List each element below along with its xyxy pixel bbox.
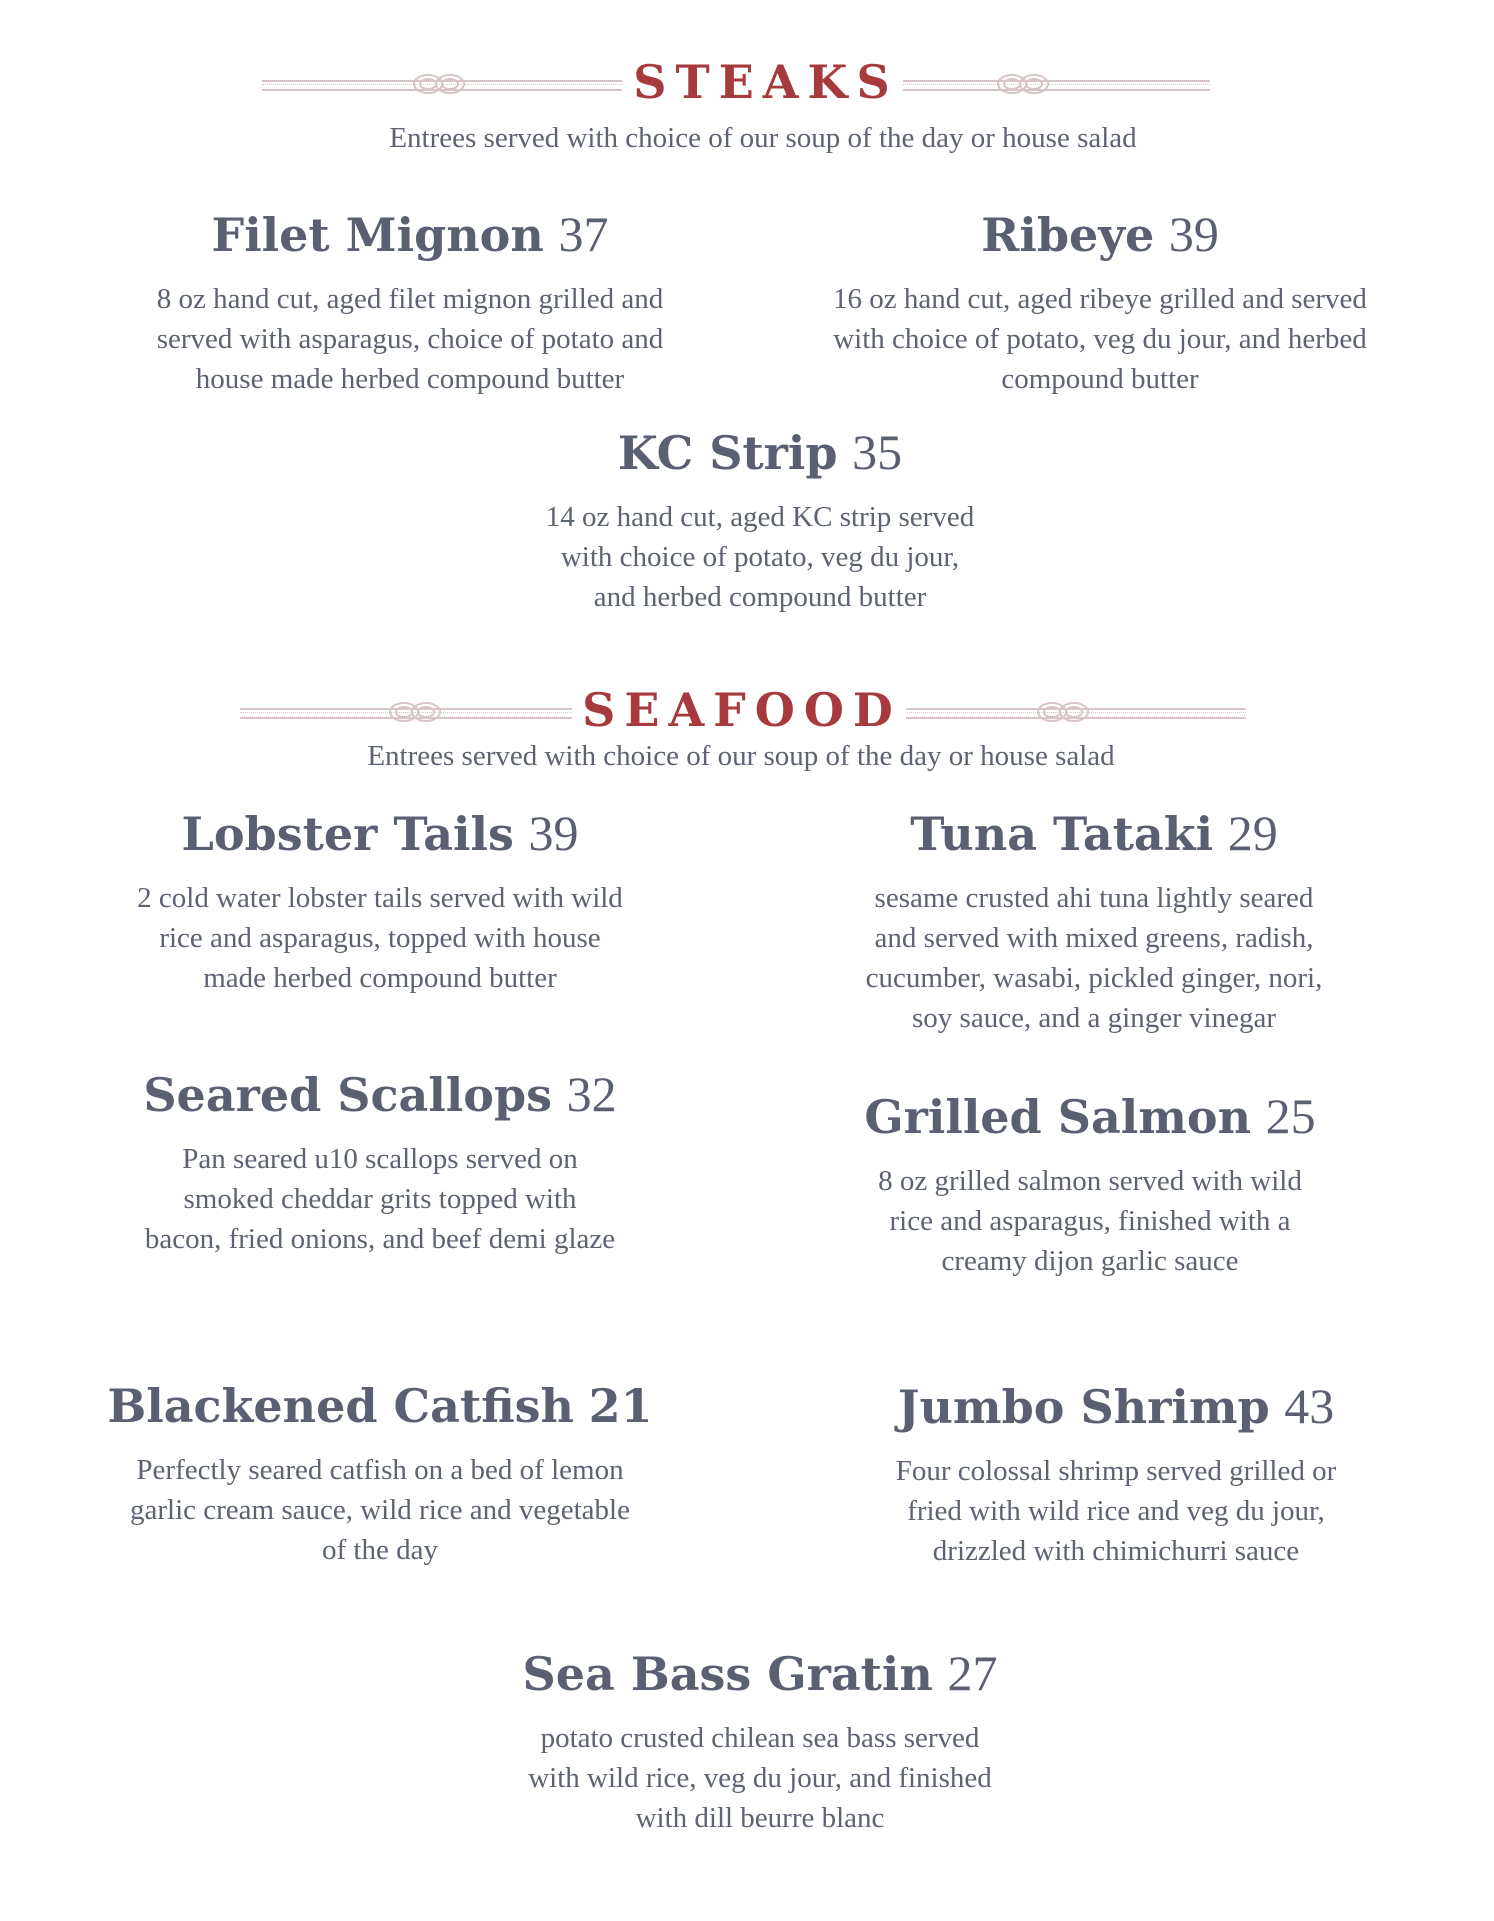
item-title <box>450 1645 1070 1702</box>
steaks-subtitle: Entrees served with choice of our soup of the day or house salad <box>389 122 1137 154</box>
menu-item-sea-bass-gratin <box>450 1645 1070 1838</box>
item-description <box>70 1450 690 1570</box>
item-description <box>70 878 690 998</box>
item-name: Filet Mignon <box>211 208 544 262</box>
item-title <box>70 1378 690 1434</box>
description-line: 14 oz hand cut, aged KC strip served <box>545 501 975 533</box>
item-name: Seared Scallops <box>143 1068 553 1122</box>
description-line: of the day <box>322 1534 438 1566</box>
description-line: creamy dijon garlic sauce <box>941 1245 1239 1277</box>
item-title <box>784 805 1404 862</box>
description-line: cucumber, wasabi, pickled ginger, nori, <box>865 962 1323 994</box>
description-line: potato crusted chilean sea bass served <box>540 1722 980 1754</box>
description-line: rice and asparagus, finished with a <box>889 1205 1291 1237</box>
description-line: rice and asparagus, topped with house <box>159 922 601 954</box>
section-heading <box>16 52 1494 112</box>
description-line: with choice of potato, veg du jour, <box>560 541 960 573</box>
item-description <box>70 1139 690 1259</box>
menu-item-grilled-salmon <box>780 1088 1400 1281</box>
description-line: smoked cheddar grits topped with <box>183 1183 577 1215</box>
seafood-subtitle: Entrees served with choice of our soup of the day or house salad <box>367 740 1115 772</box>
description-line: garlic cream sauce, wild rice and vegetable <box>130 1494 630 1526</box>
menu-item-kc-strip <box>450 424 1070 617</box>
item-price: 29 <box>1227 805 1278 861</box>
item-title <box>806 1378 1426 1435</box>
item-name: Blackened Catfish <box>107 1379 574 1433</box>
description-line: sesame crusted ahi tuna lightly seared <box>874 882 1314 914</box>
menu-item-blackened-catfish <box>70 1378 690 1570</box>
description-line: served with asparagus, choice of potato and <box>156 323 664 355</box>
description-line: Four colossal shrimp served grilled or <box>895 1455 1337 1487</box>
steaks-section-header <box>0 52 1494 112</box>
menu-item-jumbo-shrimp <box>806 1378 1426 1571</box>
description-line: Perfectly seared catfish on a bed of lemon <box>136 1454 624 1486</box>
item-name: KC Strip <box>617 426 838 480</box>
item-title <box>790 206 1410 263</box>
item-description <box>790 279 1410 399</box>
description-line: 2 cold water lobster tails served with wild <box>137 882 623 914</box>
description-line: compound butter <box>1001 363 1199 395</box>
description-line: Pan seared u10 scallops served on <box>182 1143 578 1175</box>
item-title <box>450 424 1070 481</box>
description-line: soy sauce, and a ginger vinegar <box>912 1002 1276 1034</box>
description-line: 16 oz hand cut, aged ribeye grilled and served <box>833 283 1367 315</box>
menu-item-filet-mignon <box>100 206 720 399</box>
seafood-title: SEAFOOD <box>572 683 906 737</box>
description-line: bacon, fried onions, and beef demi glaze <box>144 1223 616 1255</box>
item-description <box>450 497 1070 617</box>
description-line: with dill beurre blanc <box>635 1802 885 1834</box>
description-line: 8 oz grilled salmon served with wild <box>878 1165 1302 1197</box>
item-description <box>100 279 720 399</box>
item-price: 27 <box>947 1645 998 1701</box>
description-line: made herbed compound butter <box>203 962 557 994</box>
item-name: Grilled Salmon <box>864 1090 1252 1144</box>
item-title <box>70 805 690 862</box>
item-title <box>100 206 720 263</box>
item-price: 39 <box>528 805 579 861</box>
item-name: Ribeye <box>981 208 1155 262</box>
item-price: 35 <box>852 424 903 480</box>
item-name: Sea Bass Gratin <box>522 1647 933 1701</box>
menu-item-tuna-tataki <box>784 805 1404 1038</box>
item-description <box>806 1451 1426 1571</box>
description-line: and served with mixed greens, radish, <box>874 922 1314 954</box>
item-description <box>450 1718 1070 1838</box>
menu-item-seared-scallops <box>70 1066 690 1259</box>
item-description <box>784 878 1404 1038</box>
item-price: 25 <box>1265 1088 1316 1144</box>
item-price: 39 <box>1168 206 1219 262</box>
seafood-section-header <box>0 680 1494 740</box>
item-price: 21 <box>588 1379 653 1433</box>
menu-item-lobster-tails <box>70 805 690 998</box>
description-line: fried with wild rice and veg du jour, <box>907 1495 1325 1527</box>
item-price: 43 <box>1284 1378 1335 1434</box>
item-name: Tuna Tataki <box>910 807 1214 861</box>
description-line: 8 oz hand cut, aged filet mignon grilled and <box>156 283 664 315</box>
item-name: Jumbo Shrimp <box>897 1380 1270 1434</box>
section-heading <box>0 680 1486 740</box>
steaks-title: STEAKS <box>623 55 902 109</box>
description-line: with wild rice, veg du jour, and finished <box>528 1762 992 1794</box>
description-line: house made herbed compound butter <box>195 363 625 395</box>
description-line: and herbed compound butter <box>593 581 927 613</box>
item-description <box>780 1161 1400 1281</box>
item-price: 32 <box>566 1066 617 1122</box>
item-title <box>780 1088 1400 1145</box>
item-title <box>70 1066 690 1123</box>
description-line: drizzled with chimichurri sauce <box>932 1535 1300 1567</box>
item-name: Lobster Tails <box>181 807 514 861</box>
menu-item-ribeye <box>790 206 1410 399</box>
item-price: 37 <box>558 206 609 262</box>
description-line: with choice of potato, veg du jour, and herbed <box>833 323 1367 355</box>
